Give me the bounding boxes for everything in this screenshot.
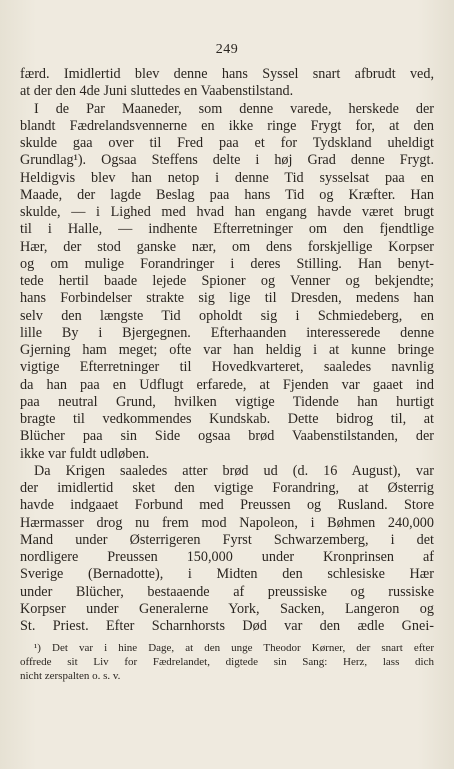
text-line: under Blücher, bestaaende af preussiske og russiske — [20, 583, 434, 600]
body-text — [20, 66, 434, 635]
text-line: tede hertil baade lejede Spioner og Venner og bekjendte; — [20, 273, 434, 289]
text-line: Korpser under Generalerne York, Sacken, Langeron og — [20, 600, 434, 617]
page-number: 249 — [215, 42, 239, 57]
text-line: skulde, — i Lighed med hvad han engang havde været brugt — [20, 204, 434, 220]
text-line: Blücher paa sin Side ogsaa brød Vaabenstilstanden, der — [20, 428, 434, 445]
text-line: Hærmasser drog nu frem mod Napoleon, i Bøhmen 240,000 — [20, 514, 434, 531]
text-line: Mand under Østerrigeren Fyrst Schwarzemberg, i det — [20, 531, 434, 548]
footnote-line: ¹) Det var i hine Dage, at den unge Theodor Kørner, der snart efter — [34, 642, 434, 654]
text-line: paa neutral Grund, hvilken vigtige Tidende han hurtigt — [20, 393, 434, 410]
text-line: til i Halle, — indhente Efterretninger om den fjendtlige — [20, 221, 434, 238]
text-line: bragte til vedkommendes Kundskab. Dette bidrog til, at — [20, 411, 434, 427]
text-line: ikke var fuldt udløben. — [20, 445, 150, 462]
text-line: hans Forbindelser strakte sig lige til Dresden, medens han — [20, 290, 434, 307]
text-line: at der den 4de Juni sluttedes en Vaabenstilstand. — [20, 83, 294, 100]
text-line: og om mulige Forandringer i deres Stilling. Han benyt- — [20, 255, 434, 272]
text-line: Heldigvis blev han netop i denne Tid sysselsat paa en — [20, 169, 434, 186]
text-line: selv den længste Tid opholdt sig i Schmiedeberg, en — [20, 307, 434, 324]
text-line: skulde gaa over til Fred paa et for Tydskland uheldigt — [20, 135, 434, 151]
text-line: vigtige Efterretninger til Hovedkvarteret, saaledes navnlig — [20, 359, 434, 376]
text-line: færd. Imidlertid blev denne hans Syssel snart afbrudt ved, — [20, 66, 434, 82]
text-line: nordligere Preussen 150,000 under Kronprinsen af — [20, 549, 434, 565]
text-line: St. Priest. Efter Scharnhorsts Død var den ædle Gnei- — [20, 618, 434, 634]
text-line: Grundlag¹). Ogsaa Steffens delte i høj Grad denne Frygt. — [20, 152, 434, 169]
footnote-line: nicht zerspalten o. s. v. — [20, 670, 121, 682]
text-line: Maade, der lagde Beslag paa hans Tid og Kræfter. Han — [20, 186, 434, 203]
text-line: Sverige (Bernadotte), i Midten den schlesiske Hær — [20, 566, 434, 583]
text-line: lille By i Bjergegnen. Efterhaanden interesserede denne — [20, 324, 434, 341]
text-line: blandt Fædrelandsvennerne en ikke ringe Frygt for, at den — [20, 117, 434, 134]
text-line: der imidlertid sket den vigtige Forandring, at Østerrig — [20, 480, 434, 496]
text-line: da han paa en Udflugt erfarede, at Fjenden var gaaet ind — [20, 376, 434, 393]
text-line: Da Krigen saaledes atter brød ud (d. 16 August), var — [34, 462, 434, 479]
text-line: I de Par Maaneder, som denne varede, herskede der — [34, 100, 434, 117]
text-line: Gjerning ham meget; ofte var han heldig i at kunne bringe — [20, 342, 434, 358]
text-line: havde indgaaet Forbund med Preussen og Rusland. Store — [20, 497, 434, 514]
text-line: Hær, der stod ganske nær, om dens forskjellige Korpser — [20, 238, 434, 255]
footnote — [20, 641, 434, 683]
footnote-line: offrede sit Liv for Fædrelandet, digtede sin Sang: Herz, lass dich — [20, 656, 434, 668]
